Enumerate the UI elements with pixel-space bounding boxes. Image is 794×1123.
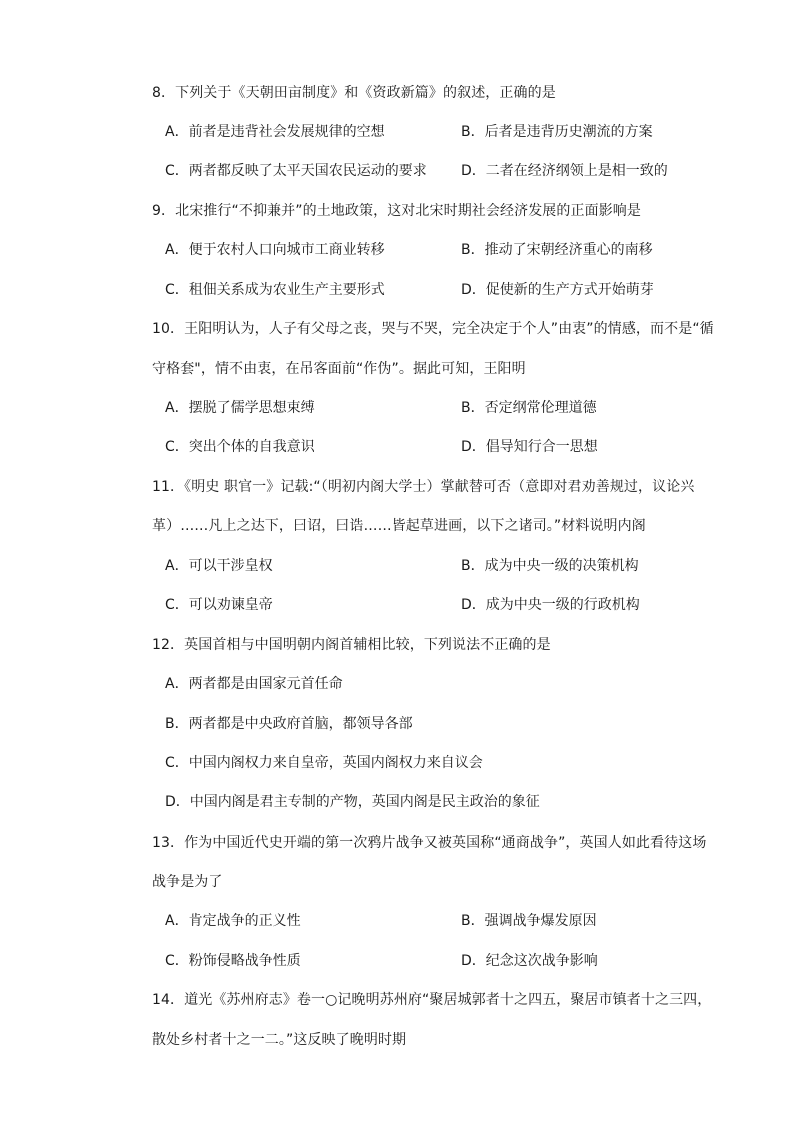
question-9-option-b: B．推动了宋朝经济重心的南移 xyxy=(461,242,653,258)
question-8-option-c: C．两者都反映了太平天国农民运动的要求 xyxy=(165,163,427,179)
question-11-option-d: D．成为中央一级的行政机构 xyxy=(461,597,640,613)
question-8-stem: 8．下列关于《天朝田亩制度》和《资政新篇》的叙述，正确的是 xyxy=(152,85,556,101)
question-12-option-b: B．两者都是中央政府首脑，都领导各部 xyxy=(165,716,413,732)
question-8-option-b: B．后者是违背历史潮流的方案 xyxy=(461,124,653,140)
question-13-stem-line-1: 13．作为中国近代史开端的第一次鸦片战争又被英国称“通商战争”，英国人如此看待这场 xyxy=(152,835,707,851)
question-10-stem-line-1: 10．王阳明认为，人子有父母之丧，哭与不哭，完全决定于个人”由衷”的情感，而不是“循 xyxy=(152,321,714,337)
question-11-stem-line-1: 11．《明史 职官一》记载:“（明初内阁大学士）掌献替可否（意即对君劝善规过，议论兴 xyxy=(152,479,695,495)
question-13-stem-line-2: 战争是为了 xyxy=(152,874,223,890)
question-13-option-d: D．纪念这次战争影响 xyxy=(461,953,598,969)
question-10-option-d: D．倡导知行合一思想 xyxy=(461,439,598,455)
question-12-stem: 12．英国首相与中国明朝内阁首辅相比较，下列说法不正确的是 xyxy=(152,637,551,653)
question-12-option-d: D．中国内阁是君主专制的产物，英国内阁是民主政治的象征 xyxy=(165,794,540,810)
question-10-option-b: B．否定纲常伦理道德 xyxy=(461,400,597,416)
question-11-option-a: A．可以干涉皇权 xyxy=(165,558,273,574)
question-13-option-a: A．肯定战争的正义性 xyxy=(165,913,301,929)
question-11-option-c: C．可以劝谏皇帝 xyxy=(165,597,273,613)
question-13-option-b: B．强调战争爆发原因 xyxy=(461,913,597,929)
question-9-option-a: A．便于农村人口向城市工商业转移 xyxy=(165,242,385,258)
question-11-option-b: B．成为中央一级的决策机构 xyxy=(461,558,639,574)
question-9-option-c: C．租佃关系成为农业生产主要形式 xyxy=(165,282,385,298)
question-8-option-d: D．二者在经济纲领上是相一致的 xyxy=(461,163,668,179)
question-10-option-a: A．摆脱了儒学思想束缚 xyxy=(165,400,315,416)
question-14-stem-line-1: 14．道光《苏州府志》卷一○记晚明苏州府“聚居城郭者十之四五，聚居市镇者十之三四， xyxy=(152,992,712,1008)
question-12-option-a: A．两者都是由国家元首任命 xyxy=(165,676,343,692)
question-8-option-a: A．前者是违背社会发展规律的空想 xyxy=(165,124,385,140)
question-9-option-d: D．促使新的生产方式开始萌芽 xyxy=(461,282,654,298)
question-14-stem-line-2: 散处乡村者十之一二。”这反映了晚明时期 xyxy=(152,1032,407,1048)
question-10-stem-line-2: 守格套"，情不由衷，在吊客面前“作伪”。据此可知，王阳明 xyxy=(152,361,526,377)
question-9-stem: 9．北宋推行“不抑兼并”的土地政策，这对北宋时期社会经济发展的正面影响是 xyxy=(152,203,642,219)
question-12-option-c: C．中国内阁权力来自皇帝，英国内阁权力来自议会 xyxy=(165,755,483,771)
question-13-option-c: C．粉饰侵略战争性质 xyxy=(165,953,301,969)
question-10-option-c: C．突出个体的自我意识 xyxy=(165,439,315,455)
question-11-stem-line-2: 革）……凡上之达下，曰诏，曰诰……皆起草进画，以下之诸司。”材料说明内阁 xyxy=(152,518,646,534)
